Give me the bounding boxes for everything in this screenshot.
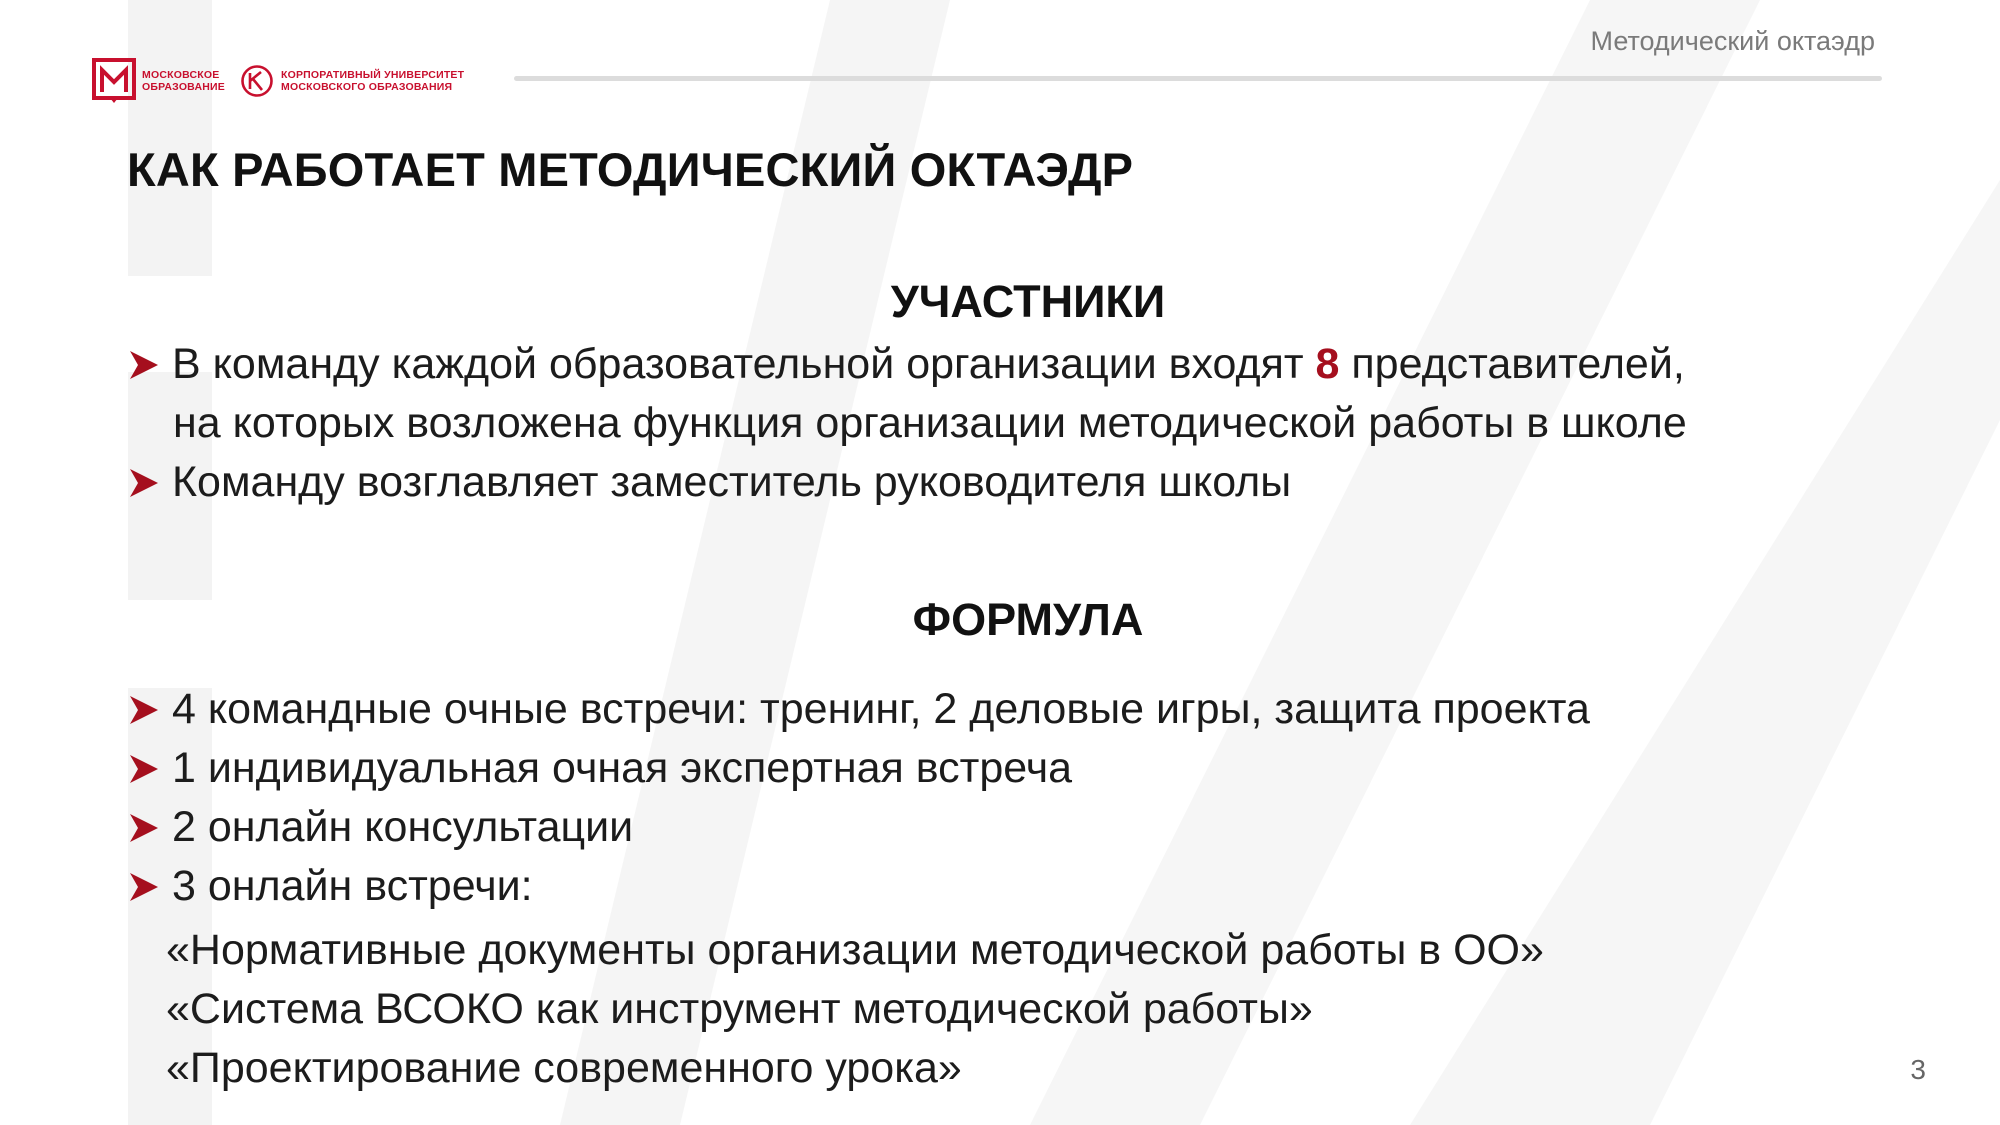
arrowhead-bullet-icon: [128, 453, 172, 512]
logo-mos-line1: МОСКОВСКОЕ: [142, 69, 220, 81]
header-divider: [514, 76, 1882, 81]
formula-item: 1 индивидуальная очная экспертная встреча: [172, 744, 1073, 792]
representatives-count: 8: [1315, 340, 1340, 388]
participants-text: В команду каждой образовательной организации входят: [172, 340, 1316, 388]
formula-item: 4 командные очные встречи: тренинг, 2 деловые игры, защита проекта: [172, 685, 1590, 733]
online-meeting-title: «Нормативные документы организации методической работы в ОО»: [166, 926, 1544, 974]
arrowhead-bullet-icon: [128, 335, 172, 394]
arrowhead-bullet-icon: [128, 798, 172, 857]
list-item: [128, 335, 1685, 394]
list-item: [128, 798, 633, 857]
header-presentation-title: Методический октаэдр: [1590, 26, 1875, 56]
page-number: 3: [1910, 1054, 1926, 1085]
team-lead-text: Команду возглавляет заместитель руководителя школы: [172, 458, 1292, 506]
formula-item: 3 онлайн встречи:: [172, 862, 533, 910]
arrowhead-bullet-icon: [128, 739, 172, 798]
section-heading-formula: ФОРМУЛА: [912, 594, 1144, 645]
arrowhead-bullet-icon: [128, 680, 172, 739]
list-item: [128, 680, 1590, 739]
formula-item: 2 онлайн консультации: [172, 803, 634, 851]
blank-panel: [110, 600, 278, 688]
list-item: [128, 857, 533, 916]
list-item: [128, 739, 1072, 798]
participants-text: представителей,: [1339, 340, 1685, 388]
page-title: КАК РАБОТАЕТ МЕТОДИЧЕСКИЙ ОКТАЭДР: [127, 143, 1134, 196]
participants-text-line2: на которых возложена функция организации методической работы в школе: [173, 399, 1687, 447]
corporate-university-logo-icon: [240, 64, 274, 98]
corporate-university-logo: [240, 64, 501, 98]
list-item: [128, 453, 1291, 512]
online-meeting-title: «Система ВСОКО как инструмент методической работы»: [166, 985, 1313, 1033]
arrowhead-bullet-icon: [128, 857, 172, 916]
header-logos: [92, 58, 501, 104]
online-meeting-title: «Проектирование современного урока»: [166, 1044, 962, 1092]
moscow-education-logo-icon: [92, 58, 136, 104]
logo-uni-line1: КОРПОРАТИВНЫЙ УНИВЕРСИТЕТ: [281, 69, 465, 81]
moscow-education-logo: [92, 58, 225, 104]
logo-mos-line2: ОБРАЗОВАНИЕ: [142, 81, 225, 93]
section-heading-participants: УЧАСТНИКИ: [890, 276, 1166, 327]
logo-uni-line2: МОСКОВСКОГО ОБРАЗОВАНИЯ: [281, 81, 453, 93]
